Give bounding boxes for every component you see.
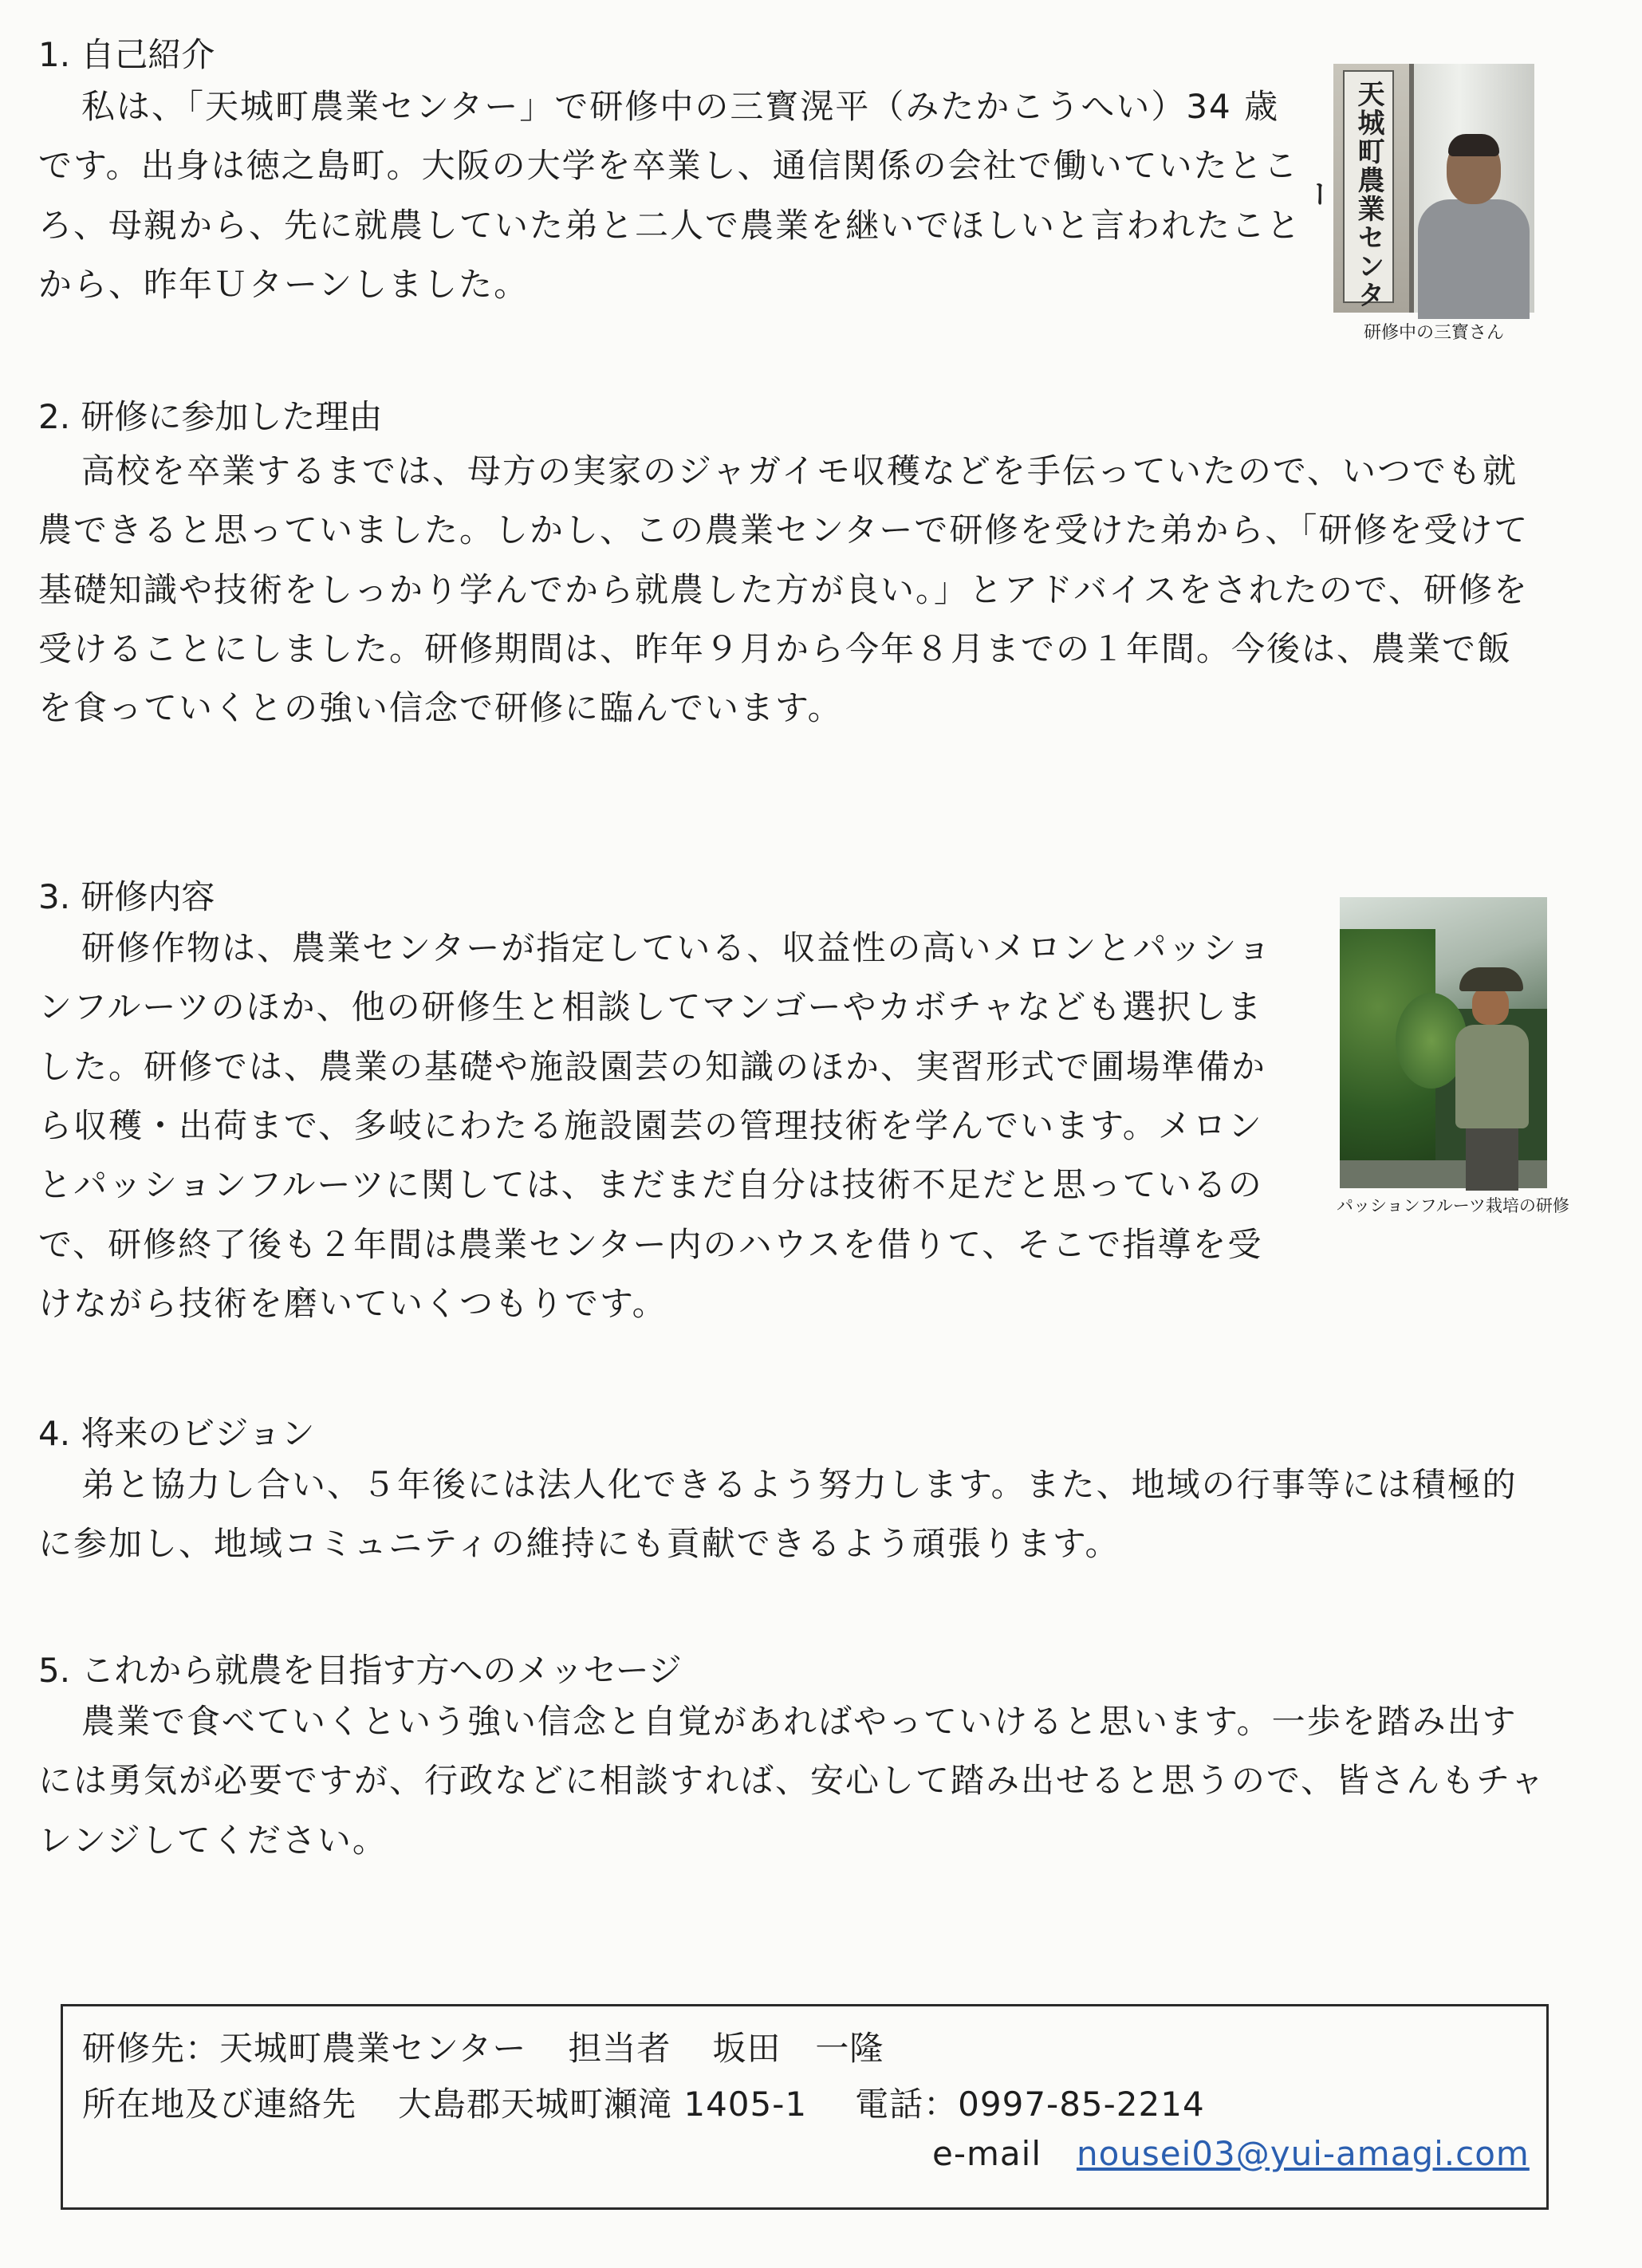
phone-value: 0997-85-2214 bbox=[958, 2085, 1205, 2124]
person-in-charge-label: 担当者 bbox=[568, 2029, 671, 2068]
section-1-heading: 1. 自己紹介 bbox=[38, 35, 215, 74]
section-4-text: 弟と協力し合い、５年後には法人化できるよう努力します。また、地域の行事等には積極的に参加し、地域コミュニティの維持にも貢献できるよう頑張ります。 bbox=[38, 1465, 1518, 1564]
section-2-body bbox=[38, 442, 1546, 738]
portrait-caption: 研修中の三寳さん bbox=[1363, 323, 1504, 343]
address-value: 大島郡天城町瀬滝 1405-1 bbox=[398, 2085, 808, 2124]
section-1-text: 私は、「天城町農業センター」で研修中の三寳滉平（みたかこうへい）34 歳です。出身は徳之島町。大阪の大学を卒業し、通信関係の会社で働いていたところ、母親から、先に就農していた弟と二人で農業を継いでほしいと言われたことから、昨年Ｕターンしました。 bbox=[38, 87, 1302, 304]
contact-line-address bbox=[82, 2078, 1205, 2126]
section-4-body bbox=[38, 1455, 1546, 1574]
section-1-body bbox=[38, 77, 1314, 314]
section-3-body bbox=[38, 919, 1546, 1333]
section-2-text: 高校を卒業するまでは、母方の実家のジャガイモ収穫などを手伝っていたので、いつでも就農できると思っていました。しかし、この農業センターで研修を受けた弟から、「研修を受けて基礎知識や技術をしっかり学んでから就農した方が良い。」とアドバイスをされたので、研修を受けることにしました。研修期間は、昨年９月から今年８月までの１年間。今後は、農業で飯を食っていくとの強い信念で研修に臨んでいます。 bbox=[38, 451, 1530, 728]
section-5-text: 農業で食べていくという強い信念と自覚があればやっていけると思います。一歩を踏み出すには勇気が必要ですが、行政などに相談すれば、安心して踏み出せると思うので、皆さんもチャレンジしてください。 bbox=[38, 1702, 1546, 1860]
email-link[interactable]: nousei03@yui-amagi.com bbox=[1076, 2134, 1530, 2173]
email-label: e-mail bbox=[932, 2134, 1042, 2173]
training-site-label: 研修先：天城町農業センター bbox=[82, 2029, 527, 2068]
contact-box bbox=[61, 2004, 1549, 2210]
section-2-heading: 2. 研修に参加した理由 bbox=[38, 397, 383, 436]
address-label: 所在地及び連絡先 bbox=[82, 2085, 357, 2124]
passion-fruit-training-photo bbox=[1340, 897, 1547, 1188]
center-sign-text: 天城町農業センター bbox=[1301, 80, 1384, 309]
section-3-text: 研修作物は、農業センターが指定している、収益性の高いメロンとパッションフルーツのほか、他の研修生と相談してマンゴーやカボチャなども選択しました。研修では、農業の基礎や施設園芸の知識のほか、実習形式で圃場準備から収穫・出荷まで、多岐にわたる施設園芸の管理技術を学んでいます。メロンとパッションフルーツに関しては、まだまだ自分は技術不足だと思っているので、研修終了後も２年間は農業センター内のハウスを借りて、そこで指導を受けながら技術を磨いていくつもりです。 bbox=[38, 928, 1273, 1323]
section-3-heading: 3. 研修内容 bbox=[38, 877, 215, 916]
trainee-portrait-photo bbox=[1301, 64, 1534, 313]
person-in-charge-name: 坂田 一隆 bbox=[712, 2029, 884, 2068]
training-photo-caption: パッションフルーツ栽培の研修 bbox=[1337, 1196, 1569, 1215]
section-5-heading: 5. これから就農を目指す方へのメッセージ bbox=[38, 1651, 682, 1690]
phone-label: 電話： bbox=[855, 2085, 959, 2124]
section-5-body bbox=[38, 1692, 1546, 1870]
contact-line-training-site bbox=[82, 2022, 884, 2070]
section-4-heading: 4. 将来のビジョン bbox=[38, 1414, 315, 1453]
contact-line-email bbox=[932, 2134, 1530, 2173]
